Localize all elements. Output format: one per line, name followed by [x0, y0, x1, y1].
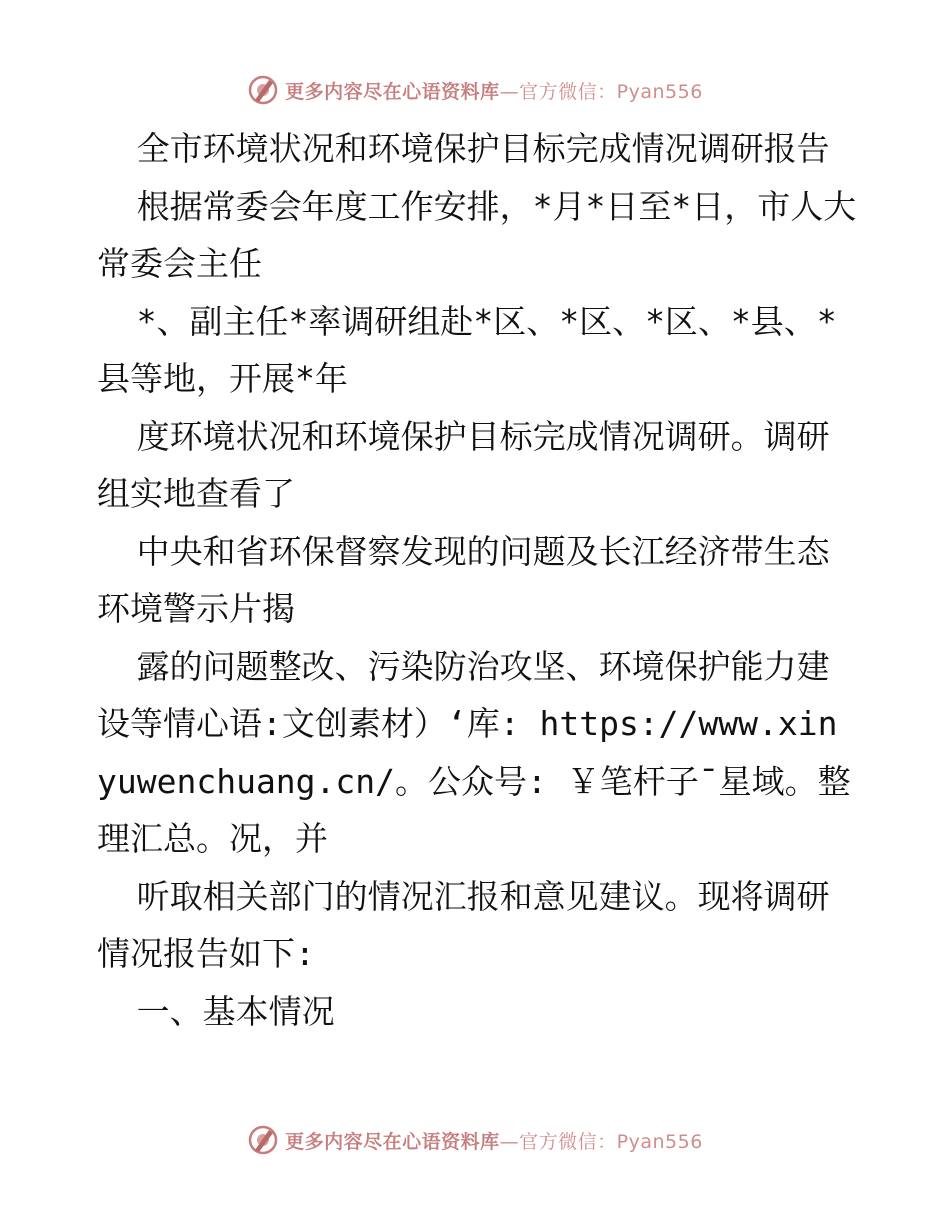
footer-watermark	[0, 1120, 950, 1160]
watermark-tail: 官方微信：Pyan556	[519, 1130, 703, 1153]
paragraph: 听取相关部门的情况汇报和意见建议。现将调研情况报告如下:	[97, 876, 830, 973]
paragraph: 露的问题整改、污染防治攻坚、环境保护能力建设等情心语:文创素材）‘库: https://www.xinyuwenchuang.cn/。公众号: ￥笔杆子¯星域。整理汇总。况，并	[97, 646, 851, 858]
paragraph: 中央和省环保督察发现的问题及长江经济带生态环境警示片揭	[97, 531, 830, 628]
paragraph: *、副主任*率调研组赴*区、*区、*区、*县、*县等地，开展*年	[97, 301, 837, 398]
document-title: 全市环境状况和环境保护目标完成情况调研报告	[136, 129, 830, 168]
paragraph: 度环境状况和环境保护目标完成情况调研。调研组实地查看了	[97, 416, 830, 513]
watermark-tail: 官方微信：Pyan556	[519, 80, 703, 103]
pen-logo-icon	[247, 1124, 279, 1156]
pen-logo-icon	[247, 74, 279, 106]
watermark-main: 更多内容尽在心语资料库	[285, 80, 500, 103]
document-body	[97, 120, 857, 1040]
watermark-separator: —	[499, 1130, 520, 1153]
watermark-main: 更多内容尽在心语资料库	[285, 1130, 500, 1153]
paragraph: 根据常委会年度工作安排，*月*日至*日，市人大常委会主任	[97, 186, 857, 283]
watermark-text	[285, 1127, 703, 1154]
section-heading: 一、基本情况	[136, 991, 335, 1031]
watermark-text	[285, 77, 703, 104]
watermark-separator: —	[499, 80, 520, 103]
header-watermark	[0, 70, 950, 110]
